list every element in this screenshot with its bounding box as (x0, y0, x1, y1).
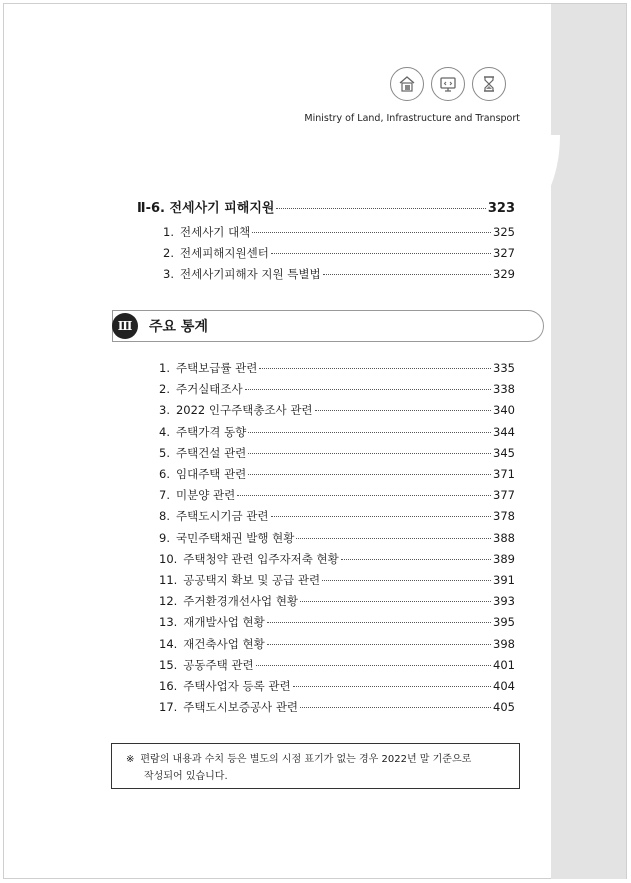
toc-item-number: 1. (159, 361, 170, 375)
toc-item-page: 405 (493, 700, 515, 715)
toc-item-label: 주택도시기금 관련 (175, 509, 269, 524)
leader-dots (323, 274, 491, 275)
toc-item-number: 14. (159, 636, 178, 651)
toc-item-label: 주택사업자 등록 관련 (183, 679, 291, 693)
part-title: 주요 통계 (149, 319, 208, 335)
toc-item-label: 전세피해지원센터 (179, 246, 269, 260)
side-tab (551, 4, 626, 879)
toc-item[interactable] (159, 424, 515, 440)
toc-item-label: 임대주택 관련 (175, 467, 247, 481)
toc-item-label: 주택도시보증공사 관련 (183, 700, 299, 715)
toc-item-number: 6. (159, 467, 170, 481)
toc-item[interactable] (159, 530, 515, 546)
leader-dots (245, 389, 491, 390)
leader-dots (271, 516, 492, 517)
toc-item[interactable] (159, 381, 515, 397)
toc-item-number: 16. (159, 679, 178, 693)
toc-item-page: 404 (493, 679, 515, 693)
toc-item-page: 325 (493, 225, 515, 239)
toc-item-page: 391 (493, 573, 515, 587)
toc-item-page: 329 (493, 267, 515, 281)
toc-item-page: 338 (493, 382, 515, 397)
leader-dots (322, 580, 491, 581)
toc-item-label: 주택청약 관련 입주자저축 현황 (183, 551, 339, 566)
leader-dots (237, 495, 491, 496)
toc-item-label: 국민주택채권 발행 현황 (175, 530, 295, 545)
toc-item-page: 327 (493, 246, 515, 260)
toc-item-label: 미분양 관련 (175, 488, 236, 503)
computer-monitor-icon (431, 67, 465, 101)
toc-item[interactable] (159, 572, 515, 588)
section-page: 323 (487, 201, 515, 216)
toc-item-label: 전세사기피해자 지원 특별법 (179, 267, 321, 281)
toc-item-page: 398 (493, 636, 515, 651)
toc-item-number: 3. (159, 403, 170, 418)
leader-dots (267, 622, 491, 623)
toc-item-label: 주택가격 동향 (175, 424, 247, 439)
leader-dots (341, 559, 491, 560)
toc-item-number: 2. (159, 382, 170, 397)
toc-item-label: 공공택지 확보 및 공급 관련 (183, 573, 321, 587)
toc-item-label: 재개발사업 현황 (183, 615, 265, 630)
toc-item-page: 371 (493, 467, 515, 481)
toc-item-number: 7. (159, 488, 170, 503)
toc-item-number: 10. (159, 551, 178, 566)
toc-item-number: 11. (159, 573, 178, 587)
leader-dots (259, 368, 491, 369)
hourglass-icon (472, 67, 506, 101)
toc-item-page: 378 (493, 509, 515, 524)
house-document-icon (390, 67, 424, 101)
note-mark: ※ (126, 754, 135, 765)
leader-dots (300, 601, 491, 602)
toc-item[interactable] (159, 593, 515, 609)
leader-dots (293, 686, 491, 687)
toc-item[interactable] (159, 466, 515, 482)
leader-dots (248, 432, 491, 433)
toc-item-label: 주택건설 관련 (175, 445, 247, 460)
leader-dots (248, 453, 491, 454)
note-box (111, 743, 520, 789)
toc-item-label: 전세사기 대책 (179, 225, 251, 239)
toc-item-page: 345 (493, 445, 515, 460)
toc-item-number: 15. (159, 657, 178, 672)
leader-dots (267, 644, 491, 645)
toc-item[interactable] (159, 678, 515, 694)
note-line-2: 작성되어 있습니다. (144, 771, 228, 782)
leader-dots (256, 665, 491, 666)
toc-item-page: 377 (493, 488, 515, 503)
toc-item-page: 393 (493, 594, 515, 609)
toc-item[interactable] (163, 245, 515, 261)
toc-item-number: 5. (159, 445, 170, 460)
toc-item[interactable] (159, 657, 515, 673)
toc-item-page: 388 (493, 530, 515, 545)
toc-item[interactable] (159, 508, 515, 524)
toc-item-label: 주택보급률 관련 (175, 361, 258, 375)
leader-dots (271, 253, 491, 254)
note-line-1: 편람의 내용과 수치 등은 별도의 시점 표기가 없는 경우 2022년 말 기준으로 (140, 754, 472, 765)
leader-dots (276, 208, 485, 209)
toc-item-label: 2022 인구주택총조사 관련 (175, 403, 313, 418)
leader-dots (300, 707, 491, 708)
toc-item-page: 340 (493, 403, 515, 418)
toc-item-number: 8. (159, 509, 170, 524)
toc-item[interactable] (159, 699, 515, 715)
leader-dots (315, 410, 492, 411)
toc-item-number: 17. (159, 700, 178, 715)
toc-item-label: 공동주택 관련 (183, 657, 254, 672)
toc-item-label: 주거환경개선사업 현황 (183, 594, 299, 609)
toc-item[interactable] (163, 266, 515, 282)
toc-item-number: 12. (159, 594, 178, 609)
header-icons (390, 67, 506, 101)
toc-item[interactable] (159, 614, 515, 630)
toc-item-page: 401 (493, 657, 515, 672)
toc-item[interactable] (159, 487, 515, 503)
toc-item-label: 주거실태조사 (175, 382, 243, 397)
toc-item-number: 9. (159, 530, 170, 545)
toc-item[interactable] (159, 636, 515, 652)
toc-item[interactable] (159, 445, 515, 461)
toc-item-number: 13. (159, 615, 178, 630)
toc-item-page: 344 (493, 424, 515, 439)
toc-section-heading[interactable] (137, 197, 515, 216)
leader-dots (296, 538, 491, 539)
toc-item[interactable] (159, 551, 515, 567)
leader-dots (248, 474, 491, 475)
toc-item-number: 1. (163, 225, 174, 239)
toc-item-number: 2. (163, 246, 174, 260)
toc-item-number: 4. (159, 424, 170, 439)
toc-item[interactable] (159, 360, 515, 376)
toc-item[interactable] (163, 224, 515, 240)
part-number-badge: Ⅲ (112, 313, 138, 339)
leader-dots (252, 232, 491, 233)
section-title: Ⅱ-6. 전세사기 피해지원 (137, 201, 275, 216)
toc-item-page: 395 (493, 615, 515, 630)
toc-item[interactable] (159, 402, 515, 418)
toc-item-number: 3. (163, 267, 174, 281)
toc-item-page: 389 (493, 551, 515, 566)
toc-item-label: 재건축사업 현황 (183, 636, 265, 651)
ministry-name: Ministry of Land, Infrastructure and Transport (304, 113, 520, 124)
toc-item-page: 335 (493, 361, 515, 375)
